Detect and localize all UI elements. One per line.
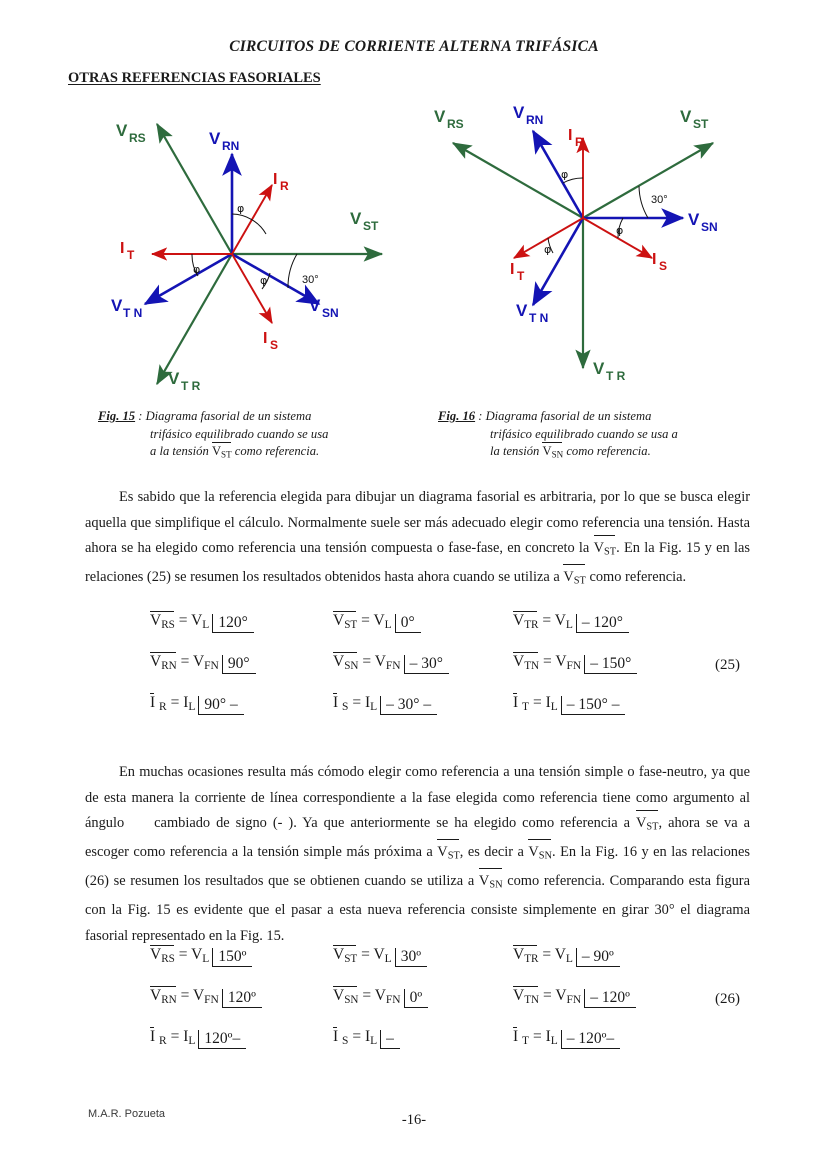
- fig15-label: Fig. 15: [98, 409, 136, 423]
- svg-text:V: V: [688, 210, 700, 229]
- equation-vtn-25: $V_{TN} = V_{FN} - 150^\circ$: [513, 653, 703, 672]
- svg-text:V: V: [209, 129, 221, 148]
- equation-block-25: [85, 612, 750, 735]
- fig16-caption-line1: : Diagrama fasorial de un sistema: [478, 409, 652, 423]
- fig15-caption-line3-pre: a la tensión: [150, 444, 209, 458]
- equation-vtr-25: $V_{TR} = V_L - 120^\circ$: [513, 612, 703, 631]
- para2-var-vsn-1: $V_{SN}$: [528, 840, 552, 869]
- fig15-caption-line3-post: como referencia.: [234, 444, 320, 458]
- label-vsn-fig16: [688, 210, 718, 234]
- svg-text:V: V: [111, 296, 123, 315]
- label-it-fig16: [510, 261, 525, 283]
- label-ir-fig16: [568, 127, 584, 149]
- para2-part-d: , es decir a: [459, 844, 524, 861]
- svg-text:V: V: [350, 209, 362, 228]
- label-is-fig15: [263, 330, 278, 352]
- equation-it-26: I $_T = I_L$ – 120º–: [513, 1028, 703, 1047]
- figure-16-phasor-diagram: [408, 96, 758, 401]
- label-vrn-fig16: [513, 103, 543, 127]
- equation-ir-26: I $_R = I_L$ 120º–: [150, 1028, 333, 1047]
- arc-30-deg: [288, 254, 297, 288]
- svg-text:RN: RN: [222, 139, 240, 153]
- svg-text:T R: T R: [606, 369, 626, 383]
- para2-part-f: como referencia. Comparando esta figura con la Fig. 15 es evidente que el pasar a esta nueva referencia consiste simplemente en girar 30° el diagrama fasorial representado en la Fig. 15.: [85, 873, 750, 944]
- svg-text:V: V: [680, 107, 692, 126]
- para1-part-a: Es sabido que la referencia elegida para dibujar un diagrama fasorial es arbitraria, por lo que se busca elegir aquella que simplifique el cálculo. Normalmente suele ser más adecuado elegir como referencia una tensión. Hasta ahora se ha elegido como referencia una tensión compuesta o fase-fase, en concreto la: [85, 489, 750, 556]
- fig16-caption-line2: trifásico equilibrado cuando se usa a: [490, 426, 678, 441]
- equation-vtr-26: $V_{TR} = V_L$ – 90º: [513, 946, 703, 965]
- fig15-caption-line1: : Diagrama fasorial de un sistema: [138, 409, 312, 423]
- equation-vst-25: $V_{ST} = V_L$ 0°: [333, 612, 513, 631]
- equation-is-25: I $_S = I_L - 30^\circ$ –: [333, 694, 513, 713]
- svg-text:I: I: [273, 171, 278, 188]
- svg-text:T: T: [517, 269, 525, 283]
- label-vrn-fig15: [209, 129, 239, 153]
- equation-ir-25: I $_R = I_L$ 90° –: [150, 694, 333, 713]
- para2-part-b: cambiado de signo (- ). Ya que anteriormente se ha elegido como referencia a: [154, 815, 631, 831]
- svg-text:I: I: [510, 261, 515, 278]
- para2-var-vst-2: $V_{ST}$: [437, 840, 460, 869]
- equation-is-26: I $_S = I_L$ –: [333, 1028, 513, 1047]
- fig16-svg: [408, 96, 758, 401]
- equation-row: [85, 694, 750, 735]
- svg-text:V: V: [434, 107, 446, 126]
- para2-part-a: En muchas ocasiones resulta más cómodo elegir como referencia a una tensión simple o fase-neutro, ya que de esta manera la corriente de línea correspondiente a la fase elegida como referencia tiene como argumento al ángulo: [85, 764, 750, 831]
- label-vrs-fig16: [434, 107, 464, 131]
- svg-text:I: I: [568, 127, 573, 144]
- equation-vtn-26: $V_{TN} = V_{FN}$ – 120º: [513, 987, 703, 1006]
- vector-vst: [583, 143, 713, 218]
- svg-text:S: S: [659, 259, 668, 273]
- equation-vrn-26: $V_{RN} = V_{FN}$ 120º: [150, 987, 333, 1006]
- svg-text:I: I: [263, 330, 268, 347]
- equation-number-25: (25): [715, 657, 740, 673]
- phi-label-is-fig15: φ: [260, 274, 268, 287]
- svg-text:V: V: [516, 301, 528, 320]
- equation-number-26: (26): [715, 991, 740, 1007]
- footer-author: M.A.R. Pozueta: [88, 1108, 166, 1120]
- para2-part-c: , ahora se va a escoger como referencia a la tensión simple más próxima a: [85, 815, 750, 861]
- vector-vtn: [533, 218, 583, 305]
- label-vsn-fig15: [309, 296, 339, 320]
- svg-text:RS: RS: [129, 131, 146, 145]
- fig16-caption-line3-post: como referencia.: [566, 444, 651, 458]
- label-vst-fig15: [350, 209, 379, 233]
- equation-row: [85, 946, 750, 987]
- svg-text:T: T: [127, 248, 135, 262]
- label-vtn-fig15: [111, 296, 142, 320]
- vector-vtn: [145, 254, 232, 304]
- equation-vst-26: $V_{ST} = V_L$ 30º: [333, 946, 513, 965]
- svg-text:R: R: [280, 179, 289, 193]
- svg-text:R: R: [575, 135, 584, 149]
- fig16-caption-line3-pre: la tensión: [490, 444, 540, 458]
- label-vtn-fig16: [516, 301, 548, 325]
- equation-row: [85, 1028, 750, 1069]
- para2-var-vst-1: $V_{ST}$: [636, 811, 659, 840]
- svg-text:I: I: [120, 240, 125, 257]
- equation-block-26: [85, 946, 750, 1069]
- para2-part-e: . En la Fig. 16 y en las relaciones (26) se resumen los resultados que se obtienen cuando se utiliza a: [85, 844, 750, 890]
- para2-var-vsn-2: $V_{SN}$: [479, 869, 503, 898]
- phi-label-ir-fig16: φ: [561, 168, 569, 181]
- paragraph-1: [85, 485, 750, 594]
- fig15-svg: [78, 96, 418, 401]
- svg-text:T R: T R: [181, 379, 201, 393]
- label-vtr-fig15: [168, 369, 201, 393]
- svg-text:SN: SN: [322, 306, 339, 320]
- equation-row: [85, 612, 750, 653]
- equation-row: [85, 653, 750, 694]
- para1-part-c: como referencia.: [589, 569, 687, 586]
- para1-part-b: . En la Fig. 15 y en las relaciones (25) se resumen los resultados obtenidos hasta ahora cuando se utiliza a: [85, 540, 750, 586]
- svg-text:SN: SN: [701, 220, 718, 234]
- phi-label-it-fig16: φ: [544, 243, 552, 256]
- equation-vsn-26: $V_{SN} = V_{FN}$ 0º: [333, 987, 513, 1006]
- vector-vrs: [157, 124, 232, 254]
- svg-text:V: V: [168, 369, 180, 388]
- label-it-fig15: [120, 240, 135, 262]
- phi-label-ir-fig15: φ: [237, 202, 245, 215]
- equation-it-25: I $_T = I_L - 150^\circ$ –: [513, 694, 703, 713]
- equation-vrs-26: $V_{RS} = V_L$ 150º: [150, 946, 333, 965]
- label-is-fig16: [652, 251, 667, 273]
- svg-text:V: V: [513, 103, 525, 122]
- fig15-caption-line2: trifásico equilibrado cuando se usa: [150, 426, 329, 441]
- svg-text:T N: T N: [123, 306, 143, 320]
- svg-text:ST: ST: [693, 117, 709, 131]
- angle-30-label-fig16: 30°: [651, 194, 668, 206]
- label-vrs-fig15: [116, 121, 146, 145]
- svg-text:ST: ST: [363, 219, 379, 233]
- label-vtr-fig16: [593, 359, 626, 383]
- fig15-caption-var: $V_{ST}$: [212, 443, 232, 464]
- figure-15-caption: [98, 408, 418, 464]
- para1-var-vst-1: $V_{ST}$: [594, 536, 617, 565]
- angle-30-label-fig15: 30°: [302, 274, 319, 286]
- svg-text:V: V: [593, 359, 605, 378]
- label-vst-fig16: [680, 107, 709, 131]
- paragraph-2: [85, 760, 750, 949]
- phi-label-is-fig16: φ: [616, 224, 624, 237]
- fig16-label: Fig. 16: [438, 409, 476, 423]
- svg-text:V: V: [309, 296, 321, 315]
- phi-label-it-fig15: φ: [193, 263, 201, 276]
- figure-16-caption: [438, 408, 758, 464]
- label-ir-fig15: [273, 171, 289, 193]
- fig16-caption-var: $V_{SN}$: [542, 443, 563, 464]
- svg-text:T N: T N: [529, 311, 549, 325]
- svg-text:V: V: [116, 121, 128, 140]
- arc-30-deg: [639, 186, 648, 218]
- footer-page-number: -16-: [401, 1112, 427, 1128]
- document-title: CIRCUITOS DE CORRIENTE ALTERNA TRIFÁSICA: [229, 38, 599, 55]
- svg-text:I: I: [652, 251, 657, 268]
- para1-var-vst-2: $V_{ST}$: [563, 565, 586, 594]
- svg-text:RN: RN: [526, 113, 544, 127]
- svg-text:RS: RS: [447, 117, 464, 131]
- equation-row: [85, 987, 750, 1028]
- equation-vrn-25: $V_{RN} = V_{FN}$ 90°: [150, 653, 333, 672]
- svg-text:S: S: [270, 338, 279, 352]
- equation-vrs-25: $V_{RS} = V_L$ 120°: [150, 612, 333, 631]
- section-heading: OTRAS REFERENCIAS FASORIALES: [68, 70, 321, 86]
- equation-vsn-25: $V_{SN} = V_{FN} - 30^\circ$: [333, 653, 513, 672]
- figure-15-phasor-diagram: [78, 96, 418, 401]
